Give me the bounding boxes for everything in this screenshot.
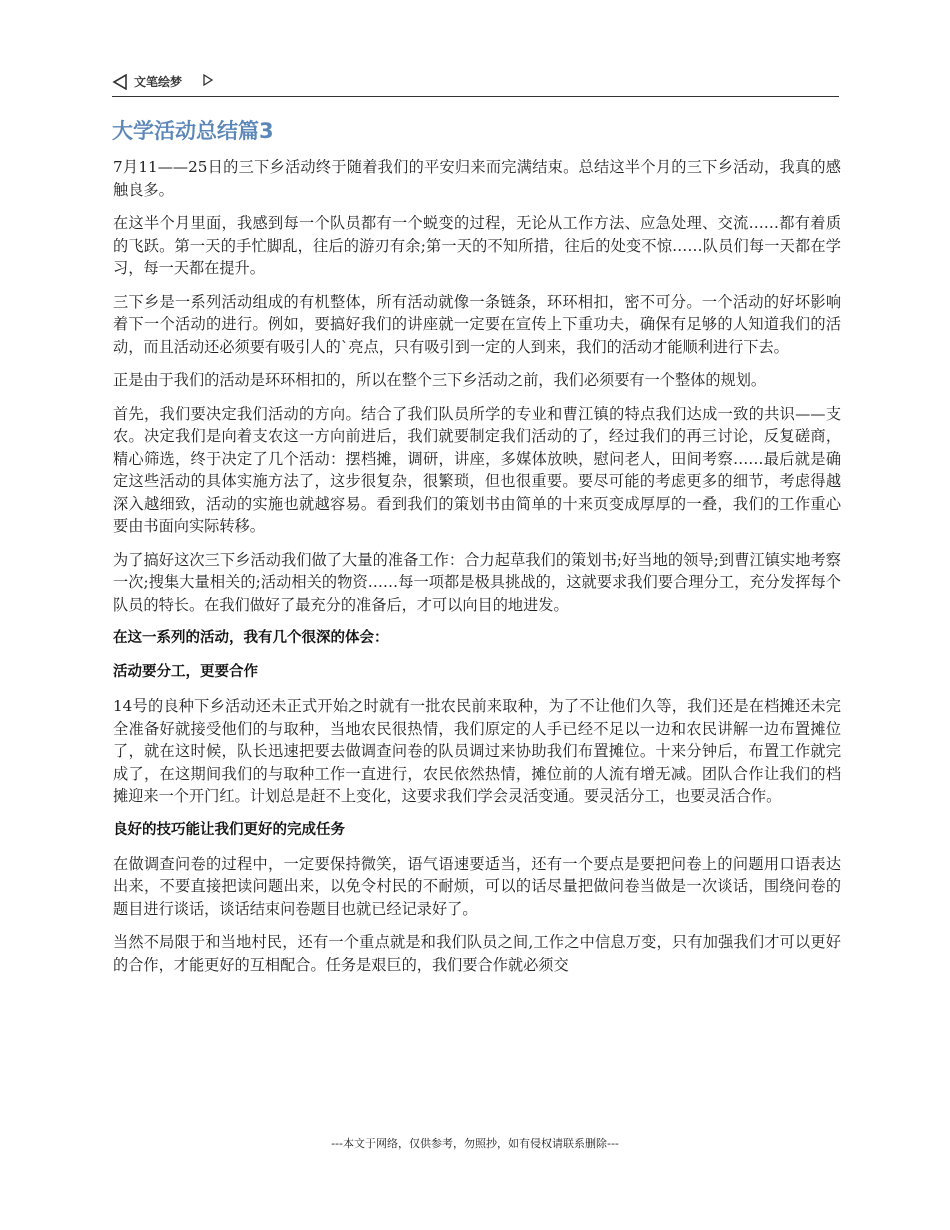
body-paragraph: 在做调查问卷的过程中，一定要保持微笑，语气语速要适当，还有一个要点是要把问卷上的问题用口语表达出来，不要直接把读问题出来，以免令村民的不耐烦，可以的话尽量把做问卷当做是一次谈话，围绕问卷的题目进行谈话，谈话结束问卷题目也就已经记录好了。 [113,854,841,918]
triangle-left-outline-icon [112,74,128,90]
section-subheading: 良好的技巧能让我们更好的完成任务 [113,821,345,838]
document-title: 大学活动总结篇3 [112,119,274,143]
body-paragraph: 为了搞好这次三下乡活动我们做了大量的准备工作：合力起草我们的策划书;好当地的领导;到曹江镇实地考察一次;搜集大量相关的;活动相关的物资……每一项都是极具挑战的，这就要求我们要合理分工，充分发挥每个队员的特长。在我们做好了最充分的准备后，才可以向目的地进发。 [113,550,841,614]
section-subheading: 活动要分工，更要合作 [113,664,258,680]
body-paragraph: 当然不局限于和当地村民，还有一个重点就是和我们队员之间,工作之中信息万变，只有加强我们才可以更好的合作，才能更好的互相配合。任务是艰巨的，我们要合作就必须交 [113,933,841,974]
page-header [112,72,839,97]
section-subheading: 在这一系列的活动，我有几个很深的体会： [113,630,389,646]
document-body [113,156,841,987]
body-paragraph: 在这半个月里面，我感到每一个队员都有一个蜕变的过程，无论从工作方法、应急处理、交流……都有着质的飞跃。第一天的手忙脚乱，往后的游刃有余;第一天的不知所措，往后的处变不惊……队员们每一天都在学习，每一天都在提升。 [113,214,841,277]
body-paragraph: 正是由于我们的活动是环环相扣的，所以在整个三下乡活动之前，我们必须要有一个整体的规划。 [113,371,767,389]
brand-label: 文笔绘梦 [134,75,183,89]
triangle-right-outline-icon [202,74,214,86]
footer-disclaimer: ---本文于网络，仅供参考，勿照抄，如有侵权请联系删除--- [331,1137,619,1150]
body-paragraph: 7月11——25日的三下乡活动终于随着我们的平安归来而完满结束。总结这半个月的三下乡活动，我真的感触良多。 [113,158,841,199]
body-paragraph: 14号的良种下乡活动还未正式开始之时就有一批农民前来取种，为了不让他们久等，我们还是在档摊还未完全准备好就接受他们的与取种，当地农民很热情，我们原定的人手已经不足以一边和农民讲解一边布置摊位了，就在这时候，队长迅速把要去做调查问卷的队员调过来协助我们布置摊位。十来分钟后，布置工作就完成了，在这期间我们的与取种工作一直进行，农民依然热情，摊位前的人流有增无减。团队合作让我们的档摊迎来一个开门红。计划总是赶不上变化，这要求我们学会灵活变通。要灵活分工，也要灵活合作。 [113,697,841,805]
body-paragraph: 三下乡是一系列活动组成的有机整体，所有活动就像一条链条，环环相扣，密不可分。一个活动的好坏影响着下一个活动的进行。例如，要搞好我们的讲座就一定要在宣传上下重功夫，确保有足够的人知道我们的活动，而且活动还必须要有吸引人的`亮点，只有吸引到一定的人到来，我们的活动才能顺利进行下去。 [113,292,841,356]
body-paragraph: 首先，我们要决定我们活动的方向。结合了我们队员所学的专业和曹江镇的特点我们达成一致的共识——支农。决定我们是向着支农这一方向前进后，我们就要制定我们活动的了，经过我们的再三讨论，反复磋商，精心筛选，终于决定了几个活动：摆档摊，调研，讲座，多媒体放映，慰问老人，田间考察……最后就是确定这些活动的具体实施方法了，这步很复杂，很繁琐，但也很重要。要尽可能的考虑更多的细节，考虑得越深入越细致，活动的实施也就越容易。看到我们的策划书由简单的十来页变成厚厚的一叠，我们的工作重心要由书面向实际转移。 [113,404,841,535]
